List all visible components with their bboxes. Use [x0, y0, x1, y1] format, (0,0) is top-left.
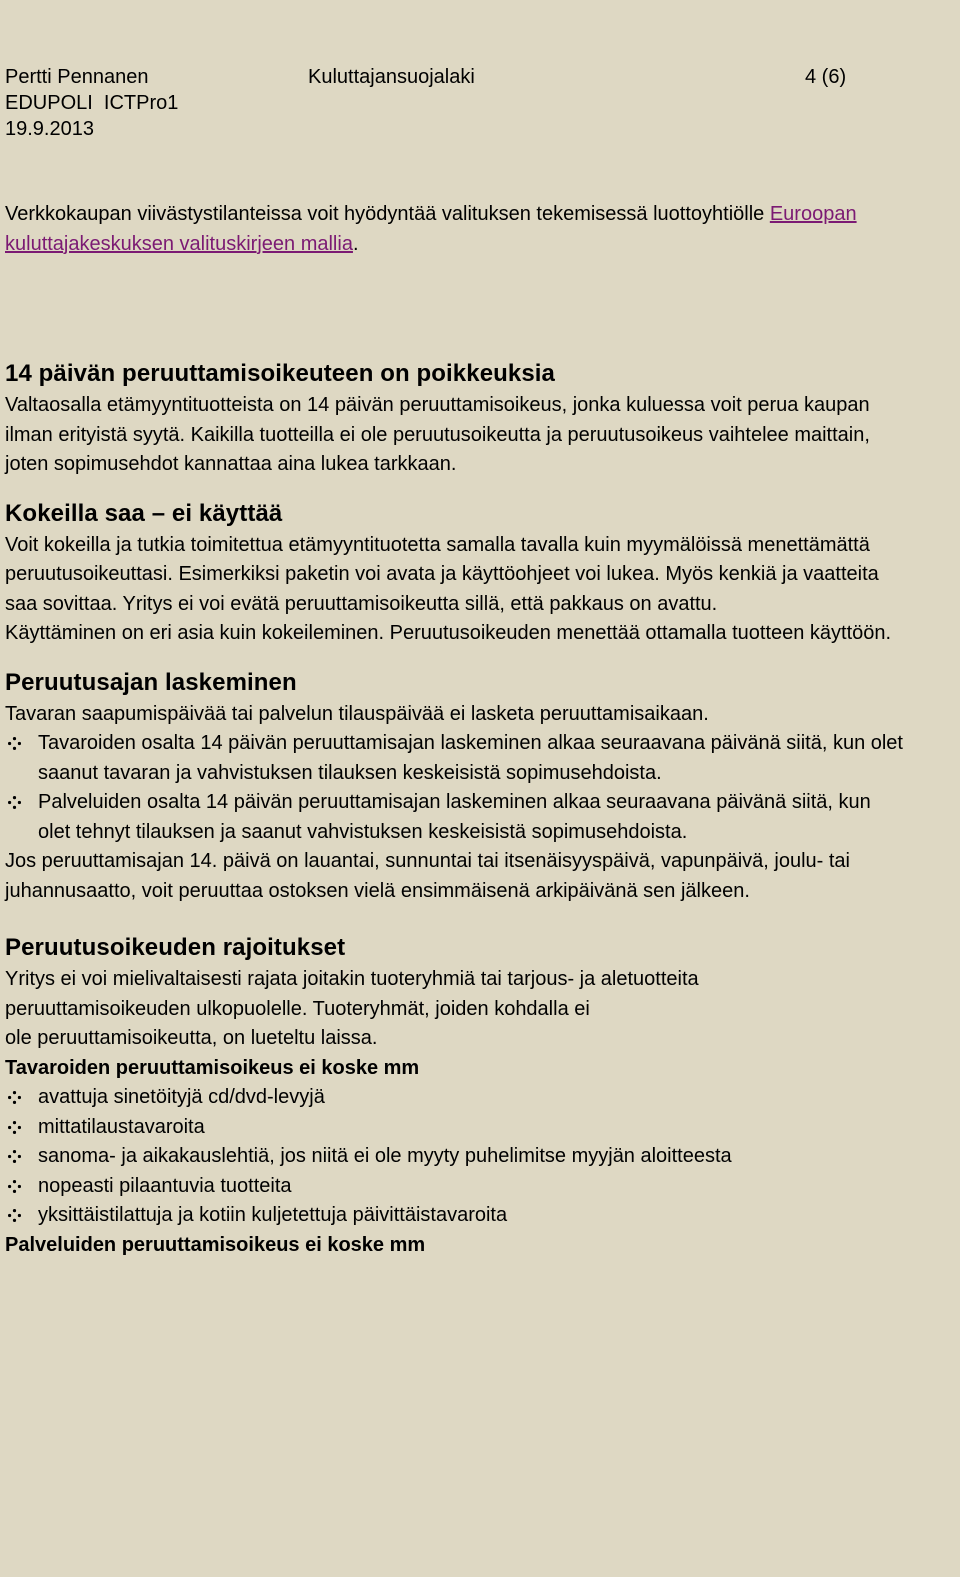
section-heading-restrictions: Peruutusoikeuden rajoitukset [5, 934, 346, 961]
list-item [5, 1172, 905, 1202]
list-item-text: Palveluiden osalta 14 päivän peruuttamisajan laskeminen alkaa seuraavana päivänä siitä, kun olet tehnyt tilauksen ja saanut vahvistuksen keskeisistä sopimusehdoista. [38, 791, 871, 843]
list-item [5, 1113, 905, 1143]
list-item [5, 788, 905, 847]
header-row-2 [5, 90, 905, 116]
section-cancellation-period [5, 666, 905, 907]
list-item [5, 1142, 905, 1172]
services-exceptions-heading: Palveluiden peruuttamisoikeus ei koske mm [5, 1233, 426, 1256]
section-body-exceptions: Valtaosalla etämyyntituotteista on 14 päivän peruuttamisoikeus, jonka kuluessa voit perua kaupan ilman erityistä syytä. Kaikilla tuotteilla ei ole peruutusoikeutta ja peruutusoikeus vaihtelee maittain, joten sopimusehdot kannattaa aina lukea tarkkaan. [5, 394, 870, 475]
list-item-text: sanoma- ja aikakauslehtiä, jos niitä ei ole myyty puhelimitse myyjän aloitteesta [38, 1145, 732, 1167]
diamond-dots-bullet-icon [5, 729, 23, 759]
intro-text: Verkkokaupan viivästystilanteissa voit hyödyntää valituksen tekemisessä luottoyhtiölle [5, 203, 770, 225]
header-page-number: 4 (6) [805, 66, 847, 88]
diamond-dots-bullet-icon [5, 1142, 23, 1172]
diamond-dots-bullet-icon [5, 1083, 23, 1113]
list-item-text: nopeasti pilaantuvia tuotteita [38, 1174, 292, 1197]
section-body-try-not-use-1: Voit kokeilla ja tutkia toimitettua etämyyntituotetta samalla tavalla kuin myymälöissä menettämättä peruutusoikeuttasi. Esimerkiksi paketin voi avata ja käyttöohjeet voi lukea. Myös kenkiä ja vaatteita saa sovittaa. Yritys ei voi evätä peruuttamisoikeutta sillä, että pakkaus on avattu. [5, 533, 879, 615]
list-item [5, 729, 905, 788]
intro-paragraph [5, 200, 905, 259]
restrictions-line-1: Yritys ei voi mielivaltaisesti rajata joitakin tuoteryhmiä tai tarjous- ja aletuotteita [5, 968, 699, 990]
restrictions-line-3: ole peruuttamisoikeutta, on lueteltu laissa. [5, 1027, 378, 1049]
list-item-text: avattuja sinetöityjä cd/dvd-levyjä [38, 1086, 325, 1108]
complaint-letter-link[interactable]: Euroopan kuluttajakeskuksen valituskirjeen mallia [5, 203, 857, 255]
list-item-text: yksittäistilattuja ja kotiin kuljetettuja päivittäistavaroita [38, 1204, 508, 1226]
cancellation-period-list [5, 729, 905, 847]
diamond-dots-bullet-icon [5, 1113, 23, 1143]
section-body-try-not-use-2: Käyttäminen on eri asia kuin kokeileminen. Peruutusoikeuden menettää ottamalla tuotteen käyttöön. [5, 622, 892, 644]
header-organization: EDUPOLI ICTPro1 [5, 92, 179, 114]
header-date: 19.9.2013 [5, 118, 94, 140]
section-outro-cancellation-period: Jos peruuttamisajan 14. päivä on lauantai, sunnuntai tai itsenäisyyspäivä, vapunpäivä, joulu- tai juhannusaatto, voit peruuttaa ostoksen vielä ensimmäisenä arkipäivänä sen jälkeen. [5, 850, 850, 902]
list-item [5, 1083, 905, 1113]
restrictions-line-2: peruuttamisoikeuden ulkopuolelle. Tuoteryhmät, joiden kohdalla ei [5, 997, 590, 1020]
section-exceptions [5, 357, 905, 480]
list-item-text: Tavaroiden osalta 14 päivän peruuttamisajan laskeminen alkaa seuraavana päivänä siitä, kun olet saanut tavaran ja vahvistuksen tilauksen keskeisistä sopimusehdoista. [38, 732, 903, 784]
diamond-dots-bullet-icon [5, 1201, 23, 1231]
header-author: Pertti Pennanen [5, 66, 149, 88]
list-item-text: mittatilaustavaroita [38, 1115, 205, 1138]
section-heading-cancellation-period: Peruutusajan laskeminen [5, 668, 297, 696]
header-title: Kuluttajansuojalaki [308, 66, 475, 88]
section-intro-cancellation-period: Tavaran saapumispäivää tai palvelun tilauspäivää ei lasketa peruuttamisaikaan. [5, 702, 709, 725]
list-item [5, 1201, 905, 1231]
goods-exceptions-heading: Tavaroiden peruuttamisoikeus ei koske mm [5, 1056, 420, 1079]
diamond-dots-bullet-icon [5, 1172, 23, 1202]
intro-text-end: . [352, 232, 359, 255]
section-try-not-use [5, 497, 905, 649]
section-restrictions [5, 931, 905, 1260]
section-heading-try-not-use: Kokeilla saa – ei käyttää [5, 499, 283, 527]
goods-exceptions-list [5, 1083, 905, 1231]
document-page [5, 64, 905, 1260]
header-row-3 [5, 116, 905, 142]
diamond-dots-bullet-icon [5, 788, 23, 818]
section-heading-exceptions: 14 päivän peruuttamisoikeuteen on poikkeuksia [5, 360, 556, 387]
page-header [5, 64, 905, 142]
header-row-1 [5, 64, 905, 90]
